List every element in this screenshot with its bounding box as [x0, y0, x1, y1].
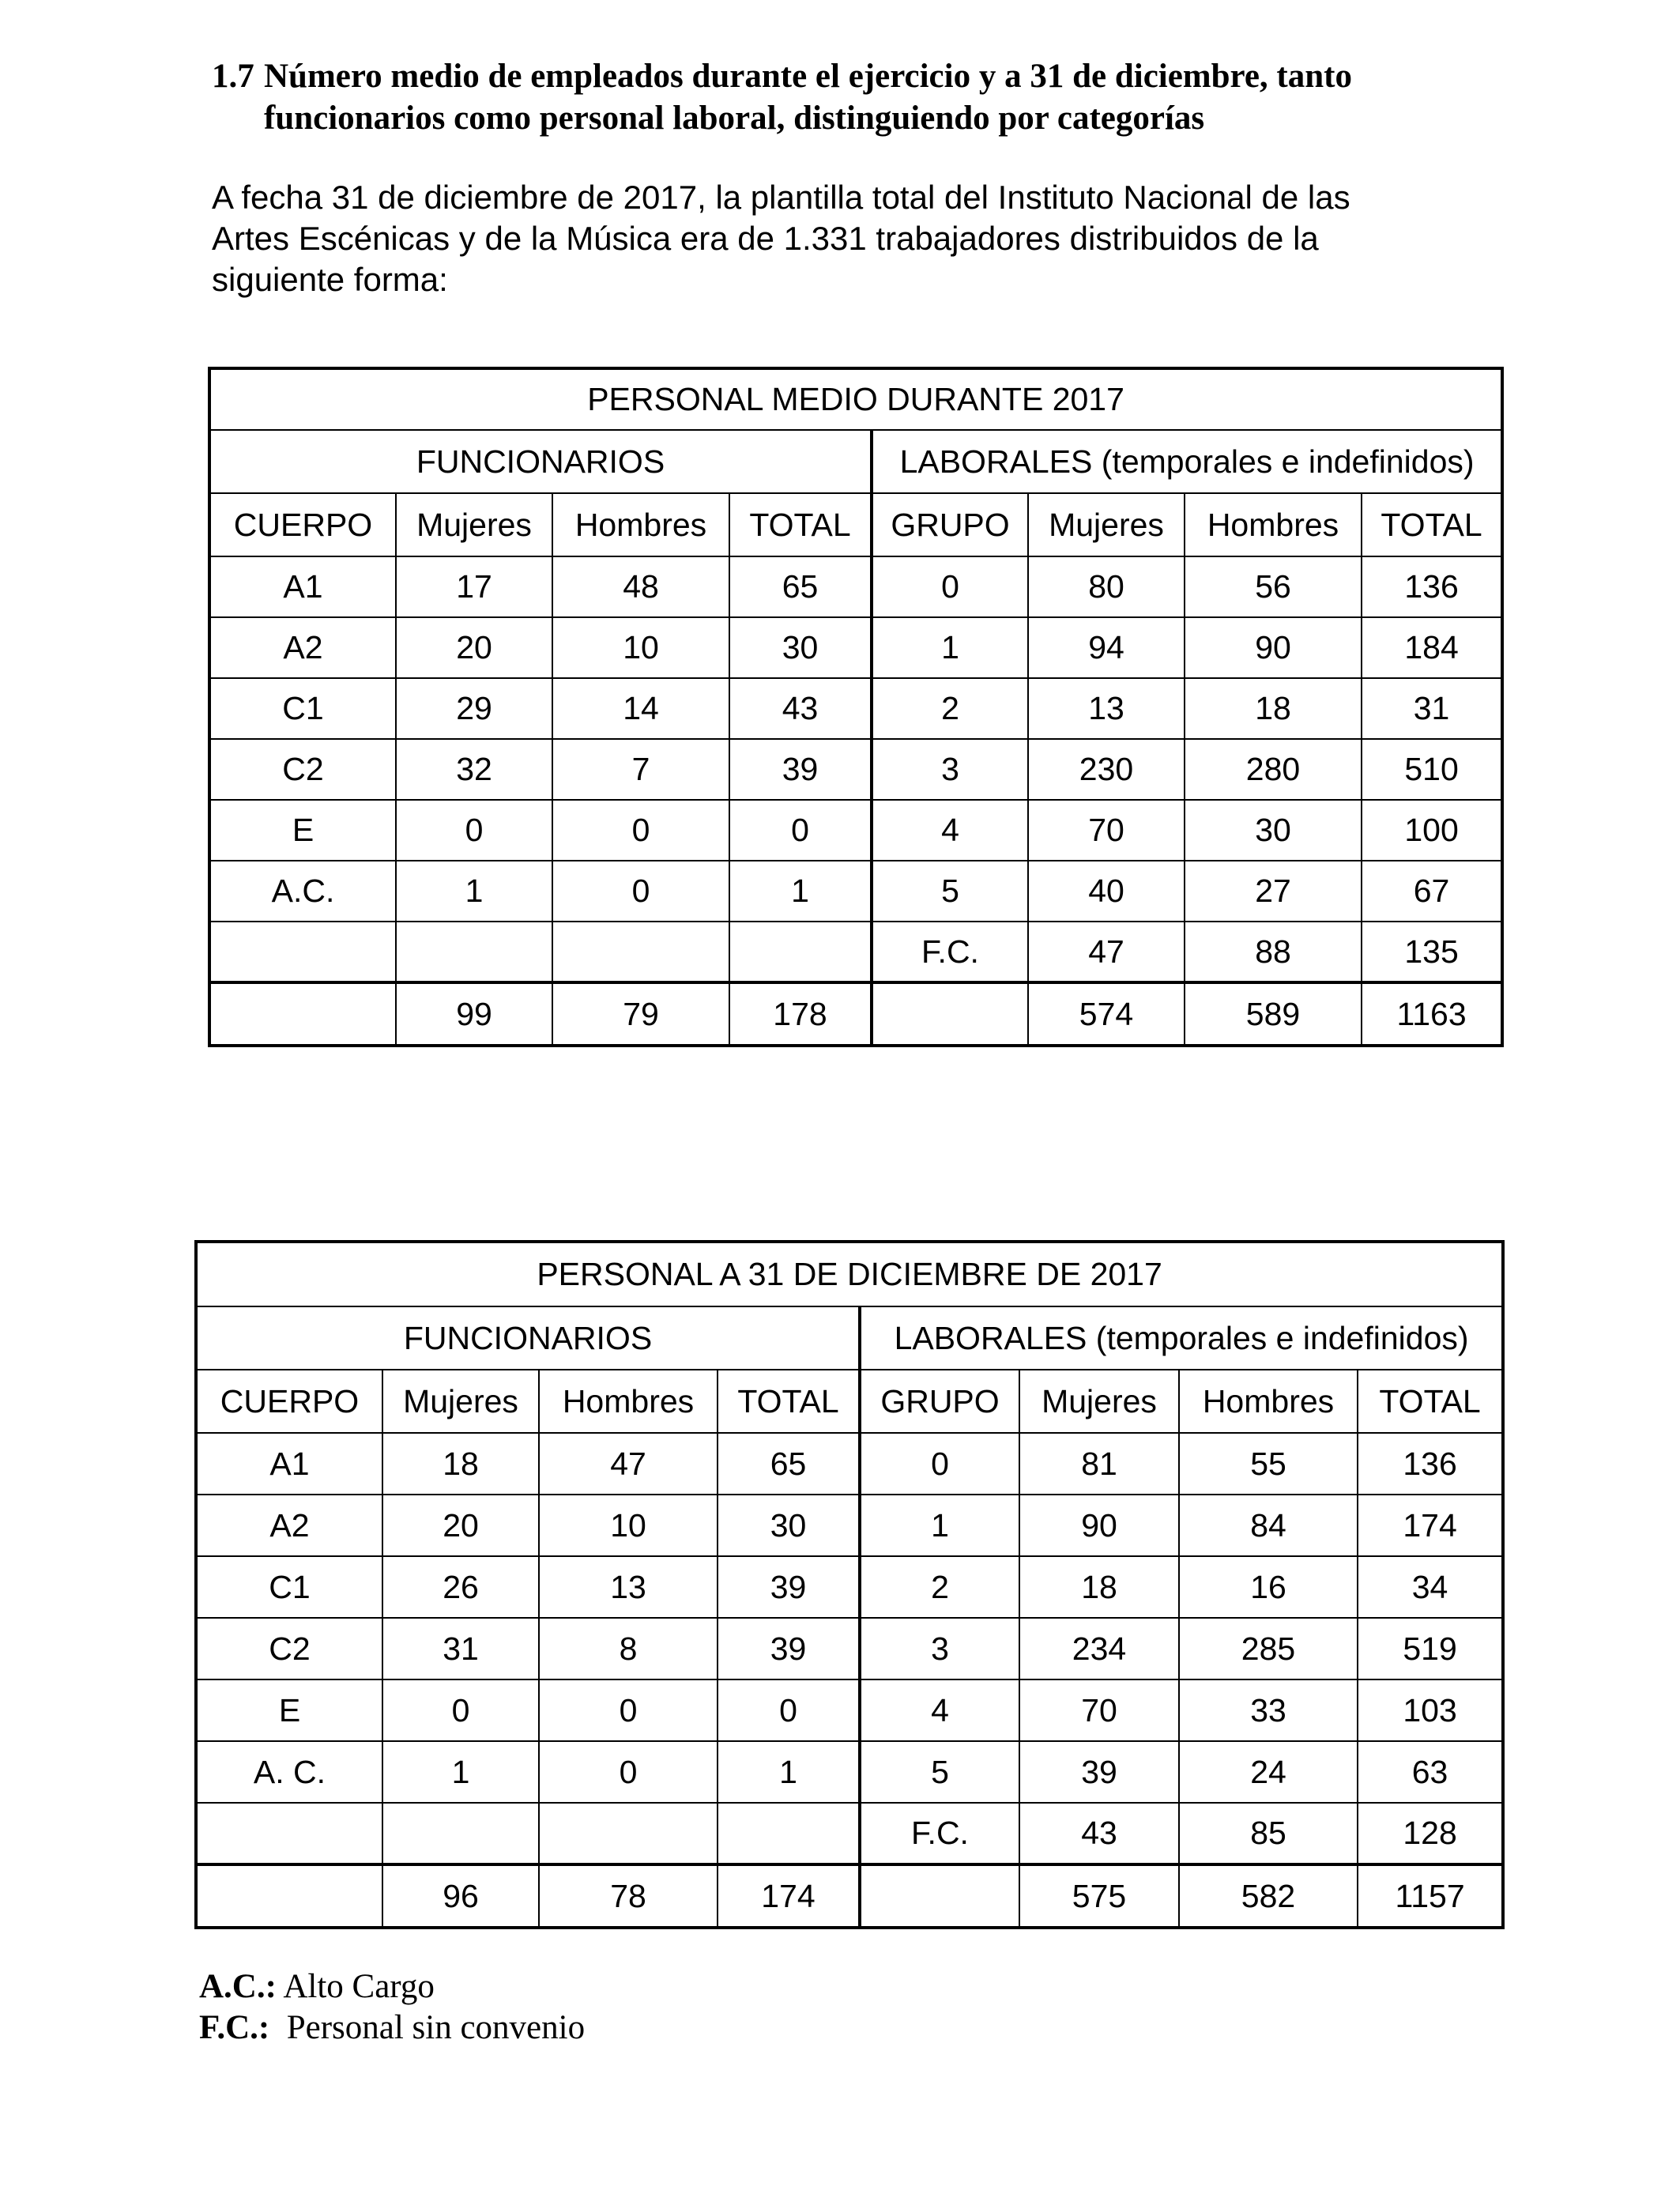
total-cell: 178: [729, 982, 872, 1046]
table-cell: 31: [382, 1618, 539, 1679]
column-header: Mujeres: [1019, 1370, 1179, 1433]
table-cell: 84: [1179, 1495, 1358, 1556]
table-cell: A.C.: [209, 861, 396, 922]
table-cell: 3: [860, 1618, 1019, 1679]
table-row: [196, 1618, 1503, 1679]
table-cell: 70: [1019, 1679, 1179, 1741]
table-cell: 1: [382, 1741, 539, 1803]
legend-item-ac: [199, 1966, 585, 2007]
legend-abbr: A.C.:: [199, 1968, 277, 2005]
legend-text: Alto Cargo: [283, 1968, 435, 2005]
intro-line-1: A fecha 31 de diciembre de 2017, la plantilla total del Instituto Nacional de las: [212, 179, 1350, 216]
column-header-row: [196, 1370, 1503, 1433]
table-row: [209, 922, 1502, 982]
group-header-row: [209, 430, 1502, 493]
table-cell: 47: [1028, 922, 1185, 982]
table-cell: C1: [209, 678, 396, 739]
table-cell: F.C.: [860, 1803, 1019, 1864]
column-header: TOTAL: [718, 1370, 860, 1433]
table-cell: 1: [729, 861, 872, 922]
table-cell: 184: [1362, 617, 1502, 678]
total-cell: 78: [539, 1864, 718, 1928]
column-header: Mujeres: [382, 1370, 539, 1433]
intro-line-2: Artes Escénicas y de la Música era de 1.331 trabajadores distribuidos de la: [212, 220, 1319, 257]
table-cell: 88: [1185, 922, 1362, 982]
table-cell: 90: [1019, 1495, 1179, 1556]
table-cell: 43: [1019, 1803, 1179, 1864]
total-cell: 1163: [1362, 982, 1502, 1046]
table-cell: 100: [1362, 800, 1502, 861]
heading-line-1: Número medio de empleados durante el ejercicio y a 31 de diciembre, tanto: [264, 58, 1352, 95]
table-cell: 13: [539, 1556, 718, 1618]
table-cell: 30: [718, 1495, 860, 1556]
table-title-row: [209, 368, 1502, 430]
table-cell: A. C.: [196, 1741, 382, 1803]
legend-item-fc: [199, 2007, 585, 2049]
group-funcionarios: FUNCIONARIOS: [209, 430, 872, 493]
table-cell: 30: [1185, 800, 1362, 861]
table-cell: 18: [1185, 678, 1362, 739]
table-cell: 20: [396, 617, 552, 678]
table-cell: 39: [729, 739, 872, 800]
table-row: [209, 556, 1502, 617]
table-cell: 234: [1019, 1618, 1179, 1679]
total-cell: 575: [1019, 1864, 1179, 1928]
table-cell: 70: [1028, 800, 1185, 861]
total-cell: 174: [718, 1864, 860, 1928]
table-cell: 4: [860, 1679, 1019, 1741]
table-cell: 33: [1179, 1679, 1358, 1741]
table-row: [196, 1741, 1503, 1803]
table-cell: 0: [552, 800, 729, 861]
group-header-row: [196, 1306, 1503, 1370]
table-row: [196, 1803, 1503, 1864]
total-cell: 589: [1185, 982, 1362, 1046]
column-header: Mujeres: [396, 493, 552, 556]
table-cell: 18: [382, 1433, 539, 1495]
table-cell: 10: [539, 1495, 718, 1556]
table-cell: 65: [718, 1433, 860, 1495]
total-cell: [196, 1864, 382, 1928]
table-cell: 81: [1019, 1433, 1179, 1495]
table-cell: [729, 922, 872, 982]
table-cell: 128: [1358, 1803, 1503, 1864]
total-cell: 1157: [1358, 1864, 1503, 1928]
intro-line-3: siguiente forma:: [212, 261, 448, 298]
column-header: Mujeres: [1028, 493, 1185, 556]
table-row: [196, 1679, 1503, 1741]
table-row: [196, 1495, 1503, 1556]
total-cell: [860, 1864, 1019, 1928]
table-personal-medio: [208, 367, 1504, 1047]
table-cell: 0: [539, 1741, 718, 1803]
table-cell: C2: [196, 1618, 382, 1679]
table-cell: 0: [382, 1679, 539, 1741]
table-cell: E: [209, 800, 396, 861]
column-header: Hombres: [539, 1370, 718, 1433]
table-cell: 519: [1358, 1618, 1503, 1679]
total-cell: 79: [552, 982, 729, 1046]
table-cell: 47: [539, 1433, 718, 1495]
column-header: Hombres: [552, 493, 729, 556]
table-cell: 510: [1362, 739, 1502, 800]
totals-row: [209, 982, 1502, 1046]
table-cell: 16: [1179, 1556, 1358, 1618]
column-header: TOTAL: [1362, 493, 1502, 556]
total-cell: 96: [382, 1864, 539, 1928]
table-cell: C2: [209, 739, 396, 800]
heading-line-2: funcionarios como personal laboral, distinguiendo por categorías: [264, 100, 1205, 137]
table-row: [196, 1433, 1503, 1495]
table-cell: 63: [1358, 1741, 1503, 1803]
table-cell: 8: [539, 1618, 718, 1679]
table-cell: [209, 922, 396, 982]
table-cell: 48: [552, 556, 729, 617]
table-cell: E: [196, 1679, 382, 1741]
total-cell: 574: [1028, 982, 1185, 1046]
table-personal-31-diciembre: [194, 1240, 1505, 1929]
table-cell: [552, 922, 729, 982]
group-laborales: LABORALES (temporales e indefinidos): [872, 430, 1502, 493]
table-cell: 17: [396, 556, 552, 617]
table-cell: 30: [729, 617, 872, 678]
table-cell: 103: [1358, 1679, 1503, 1741]
table-row: [209, 800, 1502, 861]
table-cell: 0: [718, 1679, 860, 1741]
table-cell: 43: [729, 678, 872, 739]
total-cell: [209, 982, 396, 1046]
table-cell: 3: [872, 739, 1028, 800]
table-cell: 94: [1028, 617, 1185, 678]
table-title-row: [196, 1242, 1503, 1306]
table-cell: 55: [1179, 1433, 1358, 1495]
column-header: GRUPO: [860, 1370, 1019, 1433]
table-cell: 0: [729, 800, 872, 861]
table-cell: 67: [1362, 861, 1502, 922]
table-cell: 40: [1028, 861, 1185, 922]
total-cell: 99: [396, 982, 552, 1046]
table-cell: 18: [1019, 1556, 1179, 1618]
table-title: PERSONAL MEDIO DURANTE 2017: [209, 368, 1502, 430]
table-cell: 285: [1179, 1618, 1358, 1679]
table-cell: 65: [729, 556, 872, 617]
table-cell: F.C.: [872, 922, 1028, 982]
table-cell: 31: [1362, 678, 1502, 739]
table-title: PERSONAL A 31 DE DICIEMBRE DE 2017: [196, 1242, 1503, 1306]
column-header: TOTAL: [1358, 1370, 1503, 1433]
table-cell: 1: [860, 1495, 1019, 1556]
table-cell: A2: [196, 1495, 382, 1556]
legend-abbr: F.C.:: [199, 2009, 270, 2046]
table-row: [209, 617, 1502, 678]
table-cell: 26: [382, 1556, 539, 1618]
table-cell: 24: [1179, 1741, 1358, 1803]
table-cell: 280: [1185, 739, 1362, 800]
table-cell: 1: [396, 861, 552, 922]
table-cell: 39: [718, 1618, 860, 1679]
table-cell: 7: [552, 739, 729, 800]
table-cell: 136: [1362, 556, 1502, 617]
table-cell: 20: [382, 1495, 539, 1556]
table-cell: 1: [872, 617, 1028, 678]
column-header: Hombres: [1179, 1370, 1358, 1433]
group-funcionarios: FUNCIONARIOS: [196, 1306, 860, 1370]
total-cell: 582: [1179, 1864, 1358, 1928]
table-cell: 32: [396, 739, 552, 800]
table-cell: 0: [396, 800, 552, 861]
table-cell: 135: [1362, 922, 1502, 982]
section-heading: [212, 55, 1445, 139]
table-cell: [539, 1803, 718, 1864]
table-cell: 2: [860, 1556, 1019, 1618]
table-cell: 34: [1358, 1556, 1503, 1618]
table-cell: 230: [1028, 739, 1185, 800]
group-laborales: LABORALES (temporales e indefinidos): [860, 1306, 1503, 1370]
table-cell: 136: [1358, 1433, 1503, 1495]
table-cell: 5: [860, 1741, 1019, 1803]
legend: [199, 1966, 585, 2049]
table-cell: 4: [872, 800, 1028, 861]
table-cell: 5: [872, 861, 1028, 922]
table-cell: 0: [872, 556, 1028, 617]
column-header: CUERPO: [209, 493, 396, 556]
table-cell: 2: [872, 678, 1028, 739]
table-cell: [718, 1803, 860, 1864]
table-cell: [196, 1803, 382, 1864]
table-cell: [382, 1803, 539, 1864]
table-row: [209, 739, 1502, 800]
table-cell: 39: [718, 1556, 860, 1618]
legend-text: Personal sin convenio: [286, 2009, 586, 2046]
table-cell: 90: [1185, 617, 1362, 678]
table-cell: 10: [552, 617, 729, 678]
table-cell: 13: [1028, 678, 1185, 739]
section-number: 1.7: [212, 58, 254, 95]
table-row: [209, 678, 1502, 739]
table-cell: 0: [860, 1433, 1019, 1495]
table-cell: [396, 922, 552, 982]
column-header: Hombres: [1185, 493, 1362, 556]
column-header-row: [209, 493, 1502, 556]
table-cell: 174: [1358, 1495, 1503, 1556]
table-cell: 0: [539, 1679, 718, 1741]
table-cell: 29: [396, 678, 552, 739]
table-row: [196, 1556, 1503, 1618]
table-cell: 85: [1179, 1803, 1358, 1864]
table-cell: 56: [1185, 556, 1362, 617]
table-cell: 80: [1028, 556, 1185, 617]
table-cell: A1: [209, 556, 396, 617]
total-cell: [872, 982, 1028, 1046]
table-row: [209, 861, 1502, 922]
column-header: CUERPO: [196, 1370, 382, 1433]
table-cell: 1: [718, 1741, 860, 1803]
table-cell: 0: [552, 861, 729, 922]
column-header: GRUPO: [872, 493, 1028, 556]
table-cell: A1: [196, 1433, 382, 1495]
table-cell: 14: [552, 678, 729, 739]
table-cell: 27: [1185, 861, 1362, 922]
table-cell: A2: [209, 617, 396, 678]
intro-paragraph: [212, 177, 1460, 300]
table-cell: 39: [1019, 1741, 1179, 1803]
table-cell: C1: [196, 1556, 382, 1618]
column-header: TOTAL: [729, 493, 872, 556]
totals-row: [196, 1864, 1503, 1928]
